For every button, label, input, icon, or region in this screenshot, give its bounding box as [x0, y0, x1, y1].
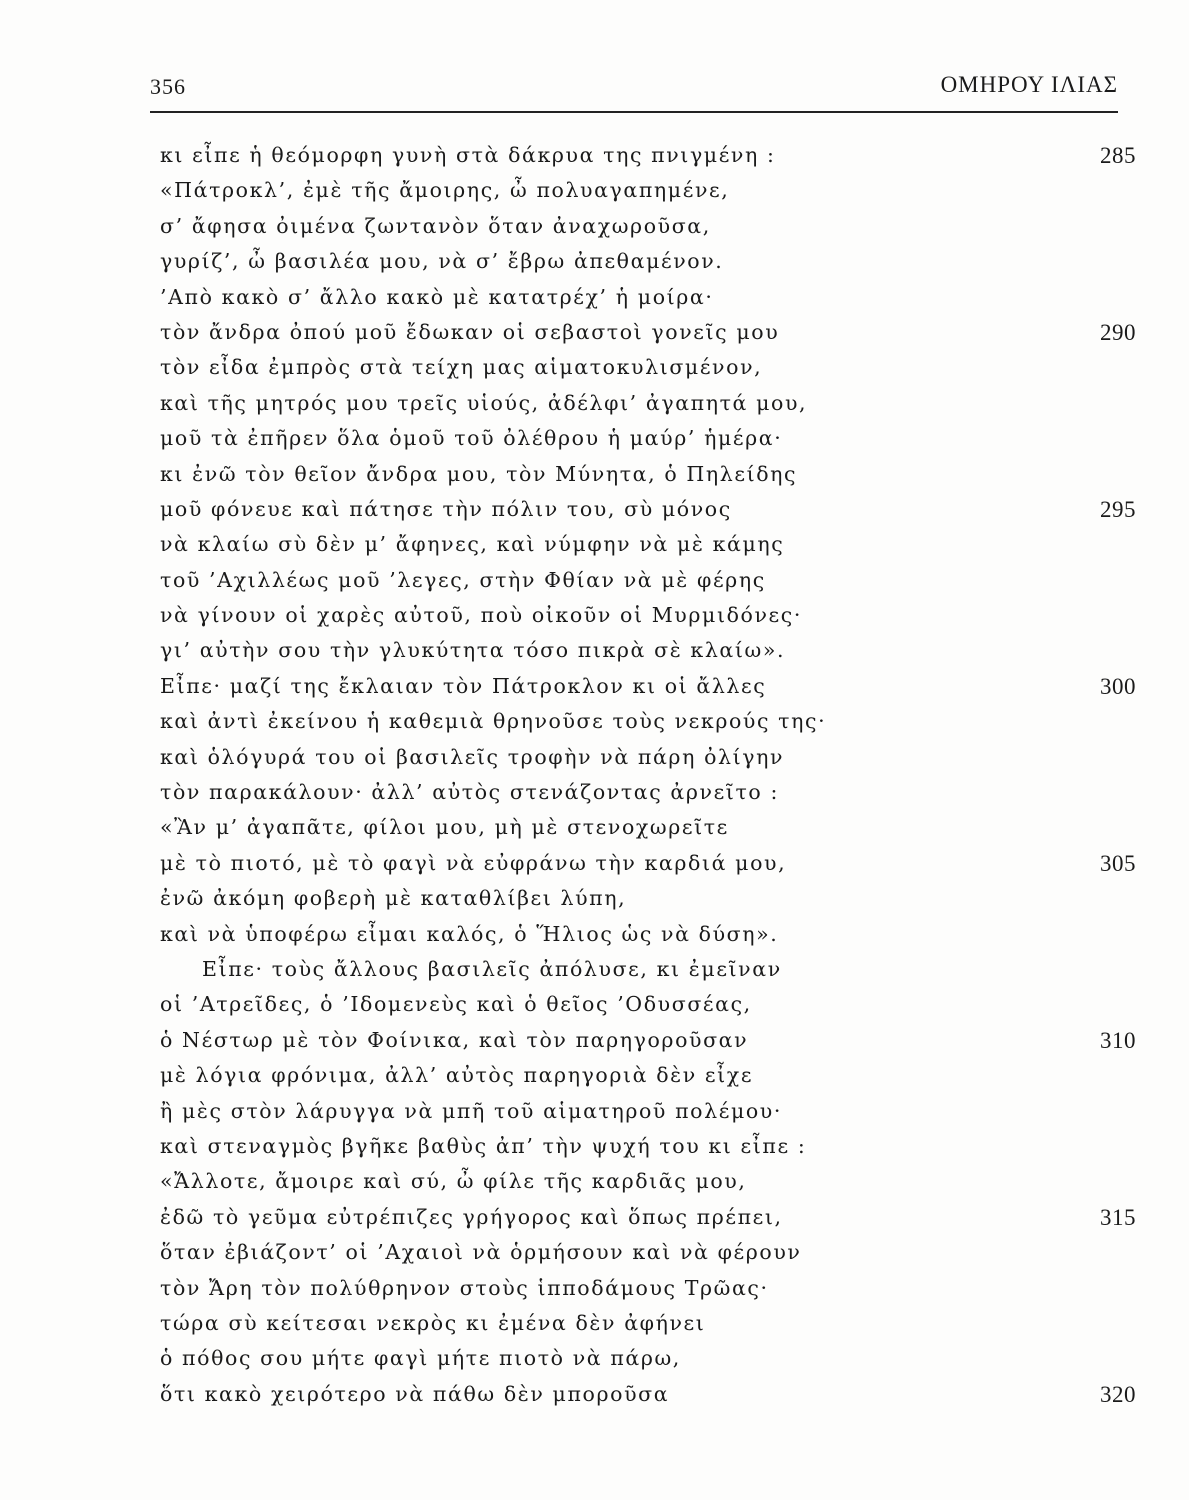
verse-text: νὰ κλαίω σὺ δὲν μ’ ἄφηνες, καὶ νύμφην νὰ μὲ κάμης — [160, 532, 785, 557]
verse-text: τὸν ἄνδρα ὀπού μοῦ ἔδωκαν οἱ σεβαστοὶ γονεῖς μου — [160, 319, 780, 344]
verse-line — [150, 1058, 1140, 1093]
verse-text: κι ἐνῶ τὸν θεῖον ἄνδρα μου, τὸν Μύνητα, ὁ Πηλείδης — [160, 461, 798, 486]
verse-text: τὸν εἶδα ἐμπρὸς στὰ τείχη μας αἱματοκυλισμένον, — [160, 355, 763, 380]
verse-line — [150, 209, 1140, 244]
verse-text: «Ἄλλοτε, ἄμοιρε καὶ σύ, ὦ φίλε τῆς καρδιᾶς μου, — [160, 1169, 747, 1194]
verse-line — [150, 846, 1140, 881]
verse-line — [150, 315, 1140, 350]
verse-block — [150, 138, 1140, 1412]
verse-line — [150, 917, 1140, 952]
verse-line — [150, 1023, 1140, 1058]
verse-text: ὁ πόθος σου μήτε φαγὶ μήτε πιοτὸ νὰ πάρω, — [160, 1346, 681, 1371]
verse-line — [150, 598, 1140, 633]
verse-text: ὅταν ἐβιάζοντ’ οἱ ’Αχαιοὶ νὰ ὁρμήσουν καὶ νὰ φέρουν — [160, 1240, 802, 1265]
verse-line — [150, 704, 1140, 739]
verse-line — [150, 1271, 1140, 1306]
verse-text: Εἶπε· τοὺς ἄλλους βασιλεῖς ἀπόλυσε, κι ἐμεῖναν — [202, 956, 782, 981]
line-number: 315 — [1100, 1204, 1136, 1230]
verse-line — [150, 350, 1140, 385]
verse-line — [150, 421, 1140, 456]
verse-text: μοῦ τὰ ἐπῆρεν ὅλα ὁμοῦ τοῦ ὀλέθρου ἡ μαύρ’ ἡμέρα· — [160, 426, 783, 451]
verse-line — [150, 244, 1140, 279]
verse-line — [150, 952, 1140, 987]
verse-line — [150, 881, 1140, 916]
line-number: 305 — [1100, 850, 1136, 876]
line-number: 300 — [1100, 673, 1136, 699]
verse-text: καὶ ἀντὶ ἐκείνου ἡ καθεμιὰ θρηνοῦσε τοὺς νεκρούς της· — [160, 709, 827, 734]
page-number: 356 — [150, 74, 186, 99]
verse-text: ἐδῶ τὸ γεῦμα εὐτρέπιζες γρήγορος καὶ ὅπως πρέπει, — [160, 1204, 783, 1229]
line-number: 290 — [1100, 319, 1136, 345]
line-number: 285 — [1100, 143, 1136, 168]
verse-line — [150, 669, 1140, 704]
verse-line — [150, 1094, 1140, 1129]
verse-line — [150, 1341, 1140, 1376]
verse-text: γυρίζ’, ὦ βασιλέα μου, νὰ σ’ ἔβρω ἀπεθαμένον. — [160, 249, 724, 274]
verse-text: νὰ γίνουν οἱ χαρὲς αὐτοῦ, ποὺ οἰκοῦν οἱ Μυρμιδόνες· — [160, 603, 802, 628]
verse-text: ἢ μὲς στὸν λάρυγγα νὰ μπῆ τοῦ αἱματηροῦ πολέμου· — [160, 1098, 782, 1123]
verse-text: οἱ ’Ατρεῖδες, ὁ ’Ιδομενεὺς καὶ ὁ θεῖος ’Οδυσσέας, — [160, 992, 752, 1017]
verse-text: Εἶπε· μαζί της ἔκλαιαν τὸν Πάτροκλον κι οἱ ἄλλες — [160, 673, 767, 698]
verse-line — [150, 386, 1140, 421]
verse-text: καὶ στεναγμὸς βγῆκε βαθὺς ἀπ’ τὴν ψυχή του κι εἶπε : — [160, 1133, 807, 1158]
verse-line — [150, 1306, 1140, 1341]
verse-line — [150, 810, 1140, 845]
verse-line — [150, 987, 1140, 1022]
verse-line — [150, 457, 1140, 492]
verse-text: τοῦ ’Αχιλλέως μοῦ ’λεγες, στὴν Φθίαν νὰ μὲ φέρης — [160, 567, 766, 592]
verse-text: καὶ τῆς μητρός μου τρεῖς υἱούς, ἀδέλφι’ ἀγαπητά μου, — [160, 390, 808, 415]
verse-text: κι εἶπε ἡ θεόμορφη γυνὴ στὰ δάκρυα της πνιγμένη : — [160, 143, 776, 167]
line-number: 295 — [1100, 496, 1136, 522]
line-number: 310 — [1100, 1027, 1136, 1053]
verse-text: καὶ ὁλόγυρά του οἱ βασιλεῖς τροφὴν νὰ πάρη ὀλίγην — [160, 744, 785, 769]
verse-line — [150, 1235, 1140, 1270]
verse-line — [150, 1377, 1140, 1412]
verse-text: ὅτι κακὸ χειρότερο νὰ πάθω δὲν μποροῦσα — [160, 1381, 670, 1406]
verse-line — [150, 633, 1140, 668]
verse-line — [150, 1164, 1140, 1199]
verse-text: «Πάτροκλ’, ἐμὲ τῆς ἄμοιρης, ὦ πολυαγαπημένε, — [160, 178, 730, 203]
verse-line — [150, 492, 1140, 527]
verse-text: τώρα σὺ κείτεσαι νεκρὸς κι ἐμένα δὲν ἀφήνει — [160, 1310, 706, 1335]
verse-text: γι’ αὐτὴν σου τὴν γλυκύτητα τόσο πικρὰ σὲ κλαίω». — [160, 638, 786, 663]
verse-line — [150, 527, 1140, 562]
verse-line — [150, 1200, 1140, 1235]
header-rule — [150, 111, 1118, 113]
verse-line — [150, 173, 1140, 208]
verse-text: «Ἂν μ’ ἀγαπᾶτε, φίλοι μου, μὴ μὲ στενοχωρεῖτε — [160, 815, 729, 840]
verse-text: ὁ Νέστωρ μὲ τὸν Φοίνικα, καὶ τὸν παρηγοροῦσαν — [160, 1027, 749, 1052]
verse-text: ’Απὸ κακὸ σ’ ἄλλο κακὸ μὲ κατατρέχ’ ἡ μοίρα· — [160, 284, 714, 309]
verse-text: μὲ λόγια φρόνιμα, ἀλλ’ αὐτὸς παρηγοριὰ δὲν εἶχε — [160, 1063, 754, 1088]
running-title: ΟΜΗΡΟΥ ΙΛΙΑΣ — [940, 72, 1118, 97]
verse-text: μοῦ φόνευε καὶ πάτησε τὴν πόλιν του, σὺ μόνος — [160, 496, 732, 521]
verse-line — [150, 138, 1140, 173]
verse-line — [150, 563, 1140, 598]
verse-text: τὸν παρακάλουν· ἀλλ’ αὐτὸς στενάζοντας ἀρνεῖτο : — [160, 780, 779, 805]
verse-line — [150, 775, 1140, 810]
line-number: 320 — [1100, 1381, 1136, 1407]
page-header — [150, 70, 1118, 102]
verse-text: μὲ τὸ πιοτό, μὲ τὸ φαγὶ νὰ εὐφράνω τὴν καρδιά μου, — [160, 850, 787, 875]
verse-line — [150, 740, 1140, 775]
verse-text: σ’ ἄφησα ὀιμένα ζωντανὸν ὅταν ἀναχωροῦσα, — [160, 213, 711, 238]
verse-text: ἐνῶ ἀκόμη φοβερὴ μὲ καταθλίβει λύπη, — [160, 886, 627, 911]
verse-text: τὸν Ἄρη τὸν πολύθρηνον στοὺς ἱπποδάμους Τρῶας· — [160, 1275, 769, 1300]
verse-line — [150, 280, 1140, 315]
verse-line — [150, 1129, 1140, 1164]
verse-text: καὶ νὰ ὑποφέρω εἶμαι καλός, ὁ Ἥλιος ὡς νὰ δύση». — [160, 921, 779, 946]
